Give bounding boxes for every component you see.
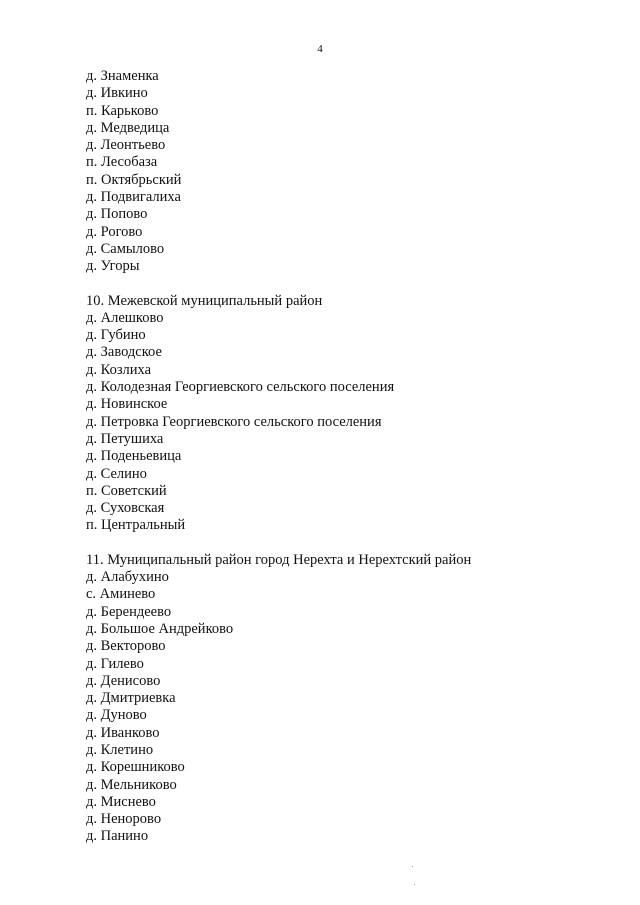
list-item: д. Алабухино bbox=[86, 569, 169, 586]
list-item: д. Губино bbox=[86, 327, 146, 344]
list-item: д. Подвигалиха bbox=[86, 189, 181, 206]
section-mezhevskoy bbox=[86, 293, 620, 535]
scan-speck bbox=[412, 866, 413, 867]
page-number: 4 bbox=[317, 43, 323, 55]
list-item: д. Алешково bbox=[86, 309, 164, 326]
list-item: д. Поденьевица bbox=[86, 448, 182, 465]
list-item: п. Центральный bbox=[86, 517, 186, 534]
list-item: д. Рогово bbox=[86, 223, 143, 240]
list-item: д. Новинское bbox=[86, 396, 168, 413]
list-item: д. Дуново bbox=[86, 707, 147, 724]
section-nerekhta bbox=[86, 552, 620, 846]
list-item: п. Советский bbox=[86, 482, 167, 499]
list-item: д. Самылово bbox=[86, 240, 165, 257]
list-item: д. Денисово bbox=[86, 672, 161, 689]
list-item: с. Аминево bbox=[86, 586, 156, 603]
list-item: д. Корешниково bbox=[86, 759, 185, 776]
intro-settlement-list bbox=[86, 68, 620, 276]
list-item: д. Неноровo bbox=[86, 811, 162, 828]
list-item: д. Суховская bbox=[86, 500, 165, 517]
section-heading: 10. Межевской муниципальный район bbox=[86, 292, 323, 309]
list-item: д. Петушиха bbox=[86, 430, 164, 447]
list-item: д. Большое Андрейково bbox=[86, 620, 234, 637]
list-item: д. Миснево bbox=[86, 793, 156, 810]
list-item: п. Лесобаза bbox=[86, 154, 158, 171]
list-item: д. Козлиха bbox=[86, 361, 152, 378]
list-item: п. Октябрьский bbox=[86, 171, 182, 188]
scan-speck bbox=[414, 884, 415, 885]
list-item: д. Дмитриевка bbox=[86, 690, 176, 707]
list-item: д. Колодезная Георгиевского сельского поселения bbox=[86, 379, 395, 396]
list-item: д. Векторово bbox=[86, 638, 166, 655]
list-item: п. Карьково bbox=[86, 102, 159, 119]
list-item: д. Леонтьево bbox=[86, 137, 166, 154]
list-item: д. Гилево bbox=[86, 655, 144, 672]
list-item: д. Заводское bbox=[86, 344, 162, 361]
list-item: д. Попово bbox=[86, 206, 148, 223]
list-item: д. Угоры bbox=[86, 258, 140, 275]
list-item: д. Селино bbox=[86, 465, 147, 482]
list-item: д. Панино bbox=[86, 828, 149, 845]
list-item: д. Знаменка bbox=[86, 68, 159, 84]
list-item: д. Клетино bbox=[86, 741, 154, 758]
list-item: д. Берендеево bbox=[86, 603, 172, 620]
document-body bbox=[86, 68, 620, 846]
list-item: д. Иванково bbox=[86, 724, 160, 741]
list-item: д. Петровка Георгиевского сельского поселения bbox=[86, 413, 382, 430]
list-item: д. Мельниково bbox=[86, 776, 177, 793]
list-item: д. Медведица bbox=[86, 119, 170, 136]
section-heading: 11. Муниципальный район город Нерехта и Нерехтский район bbox=[86, 551, 472, 568]
list-item: д. Ивкино bbox=[86, 85, 148, 102]
